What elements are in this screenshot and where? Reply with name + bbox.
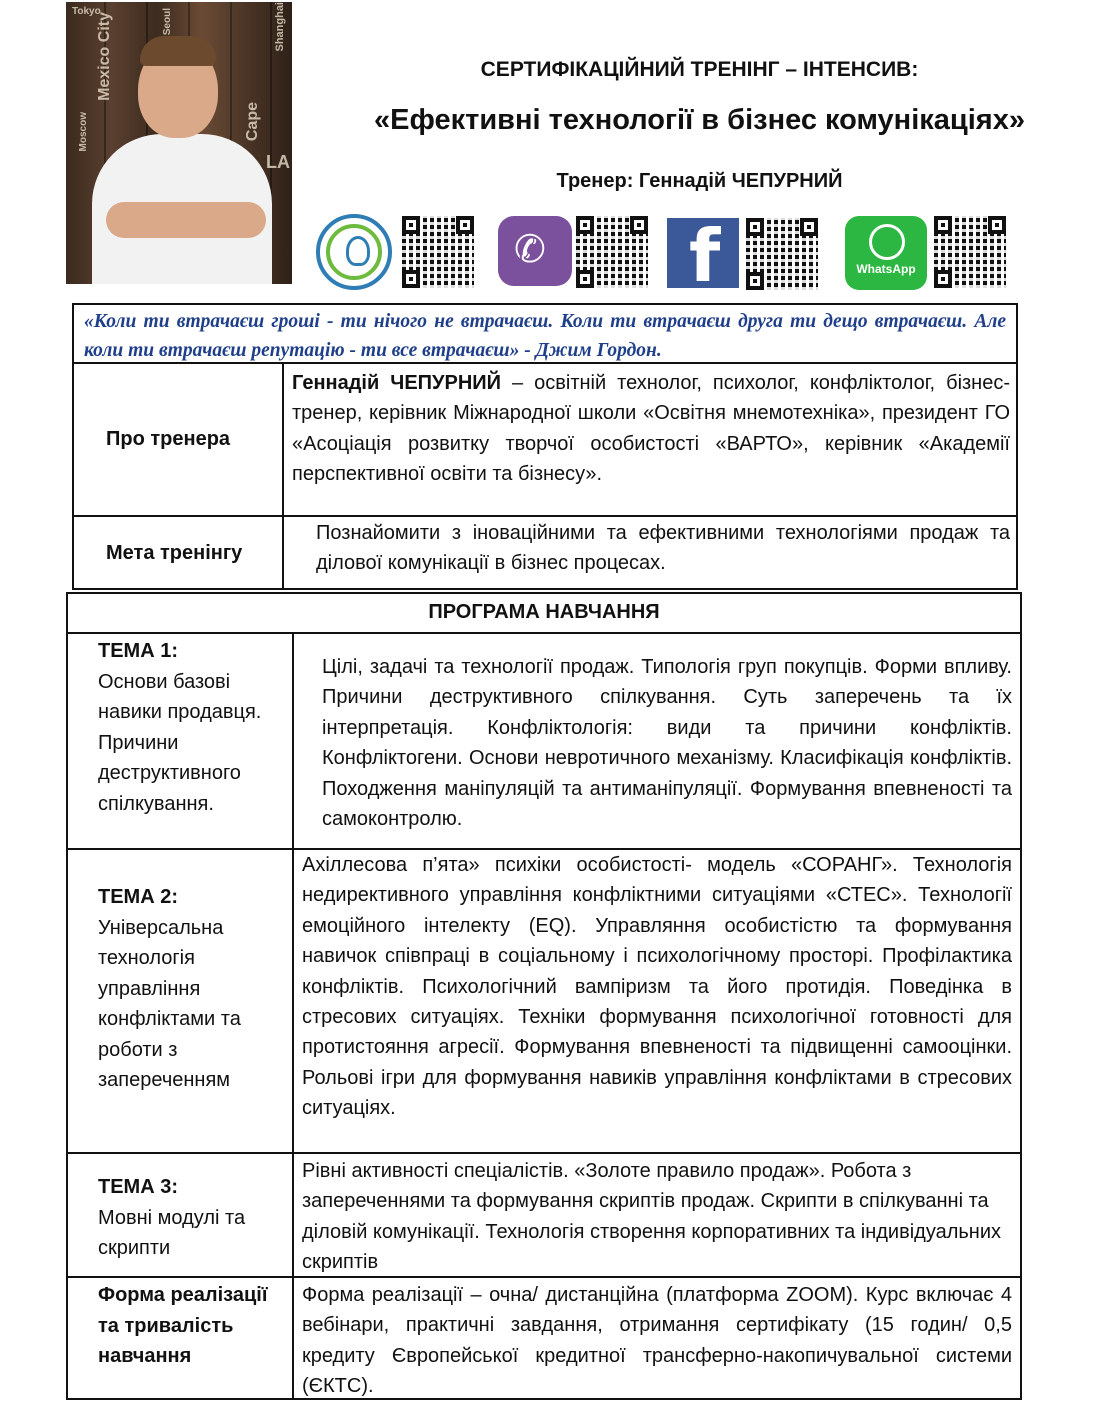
topic-3-title <box>98 1172 288 1264</box>
facebook-icon: f <box>667 218 739 288</box>
whatsapp-icon: WhatsApp <box>845 216 927 290</box>
viber-icon: ✆ <box>498 216 572 286</box>
topic-1-heading: ТЕМА 1: <box>98 640 178 662</box>
about-label: Про тренера <box>106 428 231 450</box>
goal-text: Познайомити з іноваційними та ефективними технологіями продаж та ділової комунікації в бізнес процесах. <box>316 522 1010 575</box>
training-subtitle: СЕРТИФІКАЦІЙНИЙ ТРЕНІНГ – ІНТЕНСИВ: <box>480 58 919 81</box>
photo-label: Shanghai <box>274 2 286 52</box>
education-logo-icon <box>316 214 392 290</box>
topic-3-content: Рівні активності спеціалістів. «Золоте правило продаж». Робота з запереченнями та формування скриптів продаж. Скрипти в спілкуванні та діловій комунікації. Технологія створення корпоративних та індивідуальних скриптів <box>302 1160 1002 1274</box>
about-name: Геннадій ЧЕПУРНИЙ <box>292 372 502 394</box>
goal-label: Мета тренінгу <box>106 542 243 564</box>
topic-1-content: Цілі, задачі та технології продаж. Типологія груп покупців. Форми впливу. Причини деструктивного спілкування. Суть заперечень та їх інтерпретація. Конфліктологія: види та причини конфліктів. Конфліктогени. Основи невротичного механізму. Класифікація конфліктів. Походження маніпуляцій та антиманіпуляції. Формування впевненості та самоконтролю. <box>322 656 1012 831</box>
topic-2-content: Ахіллесова п’ята» психіки особистості- модель «СОРАНГ». Технологія недирективного управління конфліктними ситуаціями «СТЕС». Технології емоційного інтелекту (EQ). Управляння особистістю та формування навичок співпраці в соціальному і психологічному просторі. Профілактика конфліктів. Психологічний вампіризм та його протидія. Поведінка в стресових ситуаціях. Техніки формування психологічної готовності для протистояння агресії. Формування впевненості та підвищенні самооцінки. Рольові ігри для формування навиків управління конфліктами в стресових ситуаціях. <box>302 854 1012 1120</box>
topic-3-heading: ТЕМА 3: <box>98 1176 178 1198</box>
photo-label: Tokyo <box>72 6 101 17</box>
photo-label: Moscow <box>78 112 89 152</box>
form-content: Форма реалізації – очна/ дистанційна (платформа ZOOM). Курс включає 4 вебінари, практичні завдання, отримання сертифікату (15 годин/ 0,5 кредиту Європейської кредитної трансферно-накопичувальної системи (ЄКТС). <box>302 1284 1012 1398</box>
person-hair <box>140 36 216 66</box>
qr-code-icon <box>934 216 1006 288</box>
qr-code-icon <box>402 216 474 288</box>
quote-box <box>72 303 1018 364</box>
training-title: «Ефективні технології в бізнес комунікаціях» <box>374 104 1025 136</box>
photo-label: Seoul <box>162 8 173 36</box>
topic-1-title <box>98 636 288 819</box>
quote-text: «Коли ти втрачаєш гроші - ти нічого не втрачаєш. Коли ти втрачаєш друга ти дещо втрачаєш. Але коли ти втрачаєш репутацію - ти все втрачаєш» - Джим Гордон. <box>84 311 1006 361</box>
trainer-name: Тренер: Геннадій ЧЕПУРНИЙ <box>556 170 843 192</box>
topic-3-name: Мовні модулі та скрипти <box>98 1206 246 1259</box>
photo-label: Mexico City <box>96 12 113 101</box>
topic-2-name: Універсальна технологія управління конфліктами та роботи з запереченням <box>98 916 241 1091</box>
photo-label: LA <box>266 152 290 172</box>
program-table <box>66 592 1022 1400</box>
about-description: – освітній технолог, психолог, конфліктолог, бізнес-тренер, керівник Міжнародної школи «Освітня мнемотехніка», президент ГО «Асоціація розвитку творчої особистості «ВАРТО», керівник «Академії перспективної освіти та бізнесу». <box>292 372 1011 486</box>
topic-2-heading: ТЕМА 2: <box>98 886 178 908</box>
trainer-info-table <box>72 362 1018 590</box>
qr-code-icon <box>576 216 648 288</box>
qr-code-icon <box>746 218 818 290</box>
about-text <box>292 368 1010 490</box>
trainer-photo <box>66 2 292 284</box>
form-label: Форма реалізації та тривалість навчання <box>98 1284 268 1367</box>
program-title: ПРОГРАМА НАВЧАННЯ <box>428 601 660 623</box>
topic-1-name: Основи базові навики продавця. Причини деструктивного спілкування. <box>98 670 262 815</box>
photo-label: Cape <box>244 102 261 142</box>
person-arms <box>106 202 266 238</box>
topic-2-title <box>98 882 288 1096</box>
